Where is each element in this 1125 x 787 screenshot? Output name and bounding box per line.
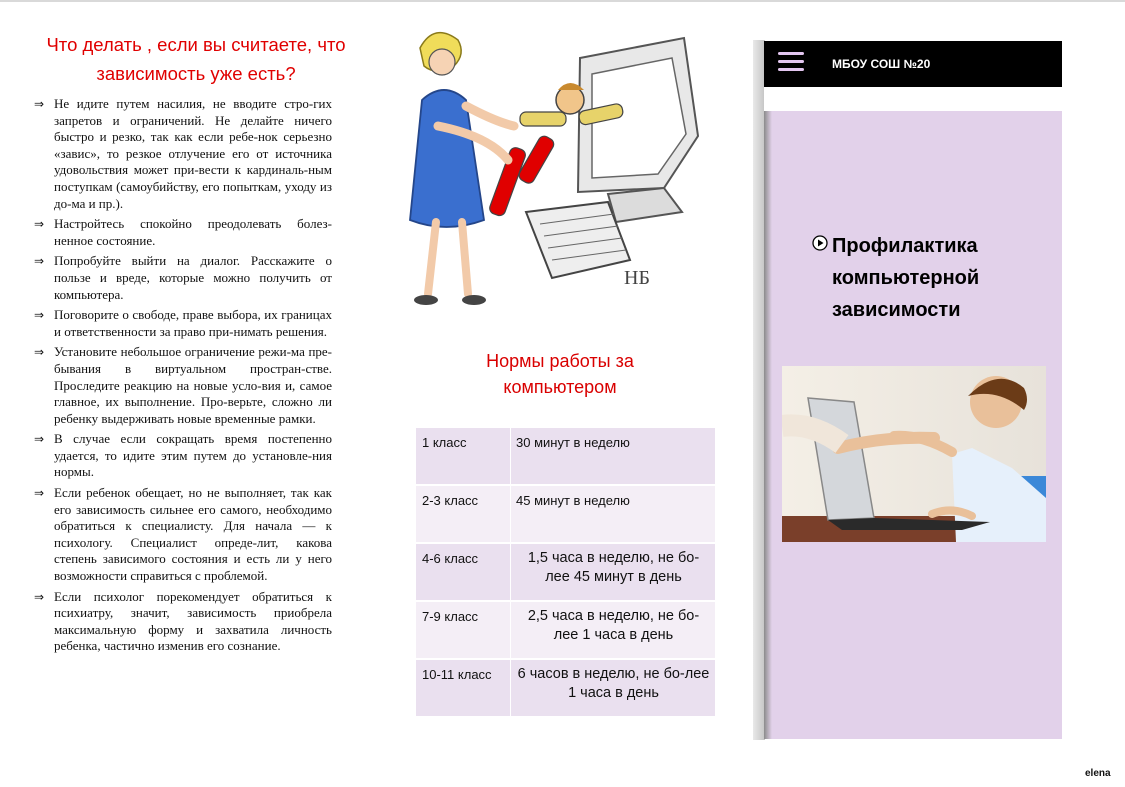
- school-name: МБОУ СОШ №20: [832, 57, 931, 71]
- arrow-icon: ⇒: [34, 345, 45, 360]
- list-item: [34, 485, 332, 585]
- arrow-icon: ⇒: [34, 254, 45, 269]
- norm-cell: 2,5 часа в неделю, не бо-лее 1 часа в день: [511, 602, 716, 660]
- list-item: [34, 344, 332, 427]
- arrow-icon: ⇒: [34, 308, 45, 323]
- menu-icon[interactable]: [778, 52, 804, 74]
- header-gap: [764, 87, 1062, 111]
- norms-title: Нормы работы за компьютером: [486, 351, 634, 397]
- mother-child-computer-illustration: [402, 16, 700, 312]
- norms-table: [416, 428, 716, 718]
- list-item: [34, 431, 332, 481]
- list-item-text: Не идите путем насилия, не вводите стро-гих запретов и ограничений. Не делайте ничего быстро и резко, так как если ребе-нок серьезно «завис», то резкое отлучение его от источника удовольствия может при-вести к кардиналь-ным поступкам (самоубийству, его попыткам, уходу из до-ма и пр.).: [54, 96, 332, 211]
- arrow-icon: ⇒: [34, 217, 45, 232]
- norm-cell: 6 часов в неделю, не бо-лее 1 часа в день: [511, 660, 716, 718]
- list-item: [34, 307, 332, 340]
- svg-text:НБ: НБ: [624, 267, 650, 289]
- watermark: elena: [1085, 768, 1111, 779]
- header-bar: [764, 41, 1062, 87]
- play-bullet-icon: [812, 235, 828, 251]
- list-item-text: Если психолог порекомендует обратиться к психиатру, значит, зависимость приобрела максимальную форму и захватила личность ребенка, частично изменив его сознание.: [54, 588, 332, 654]
- cover-panel-shadow: [764, 111, 772, 739]
- table-row: [416, 486, 716, 544]
- arrow-icon: ⇒: [34, 589, 45, 604]
- list-item-text: Поговорите о свободе, праве выбора, их границах и ответственности за право при-нимать решения.: [54, 307, 332, 339]
- cover-title: Профилактика компьютерной зависимости: [832, 235, 980, 321]
- top-border: [0, 0, 1125, 2]
- list-item-text: Настройтесь спокойно преодолевать болез-ненное состояние.: [54, 216, 332, 248]
- left-section-title: Что делать , если вы считаете, что зависимость уже есть?: [46, 34, 346, 84]
- table-row: [416, 544, 716, 602]
- arrow-icon: ⇒: [34, 97, 45, 111]
- list-item-text: Попробуйте выйти на диалог. Расскажите о пользе и вреде, которые можно получить от компьютера.: [54, 253, 332, 302]
- table-row: [416, 428, 716, 486]
- grade-cell: 1 класс: [416, 428, 511, 486]
- list-item-text: Установите небольшое ограничение режи-ма пре-бывания в виртуальном простран-стве. Проследите реакцию на новые усло-вия и, самое главное, их выполнение. Про-верьте, сложно ли ребенку выдерживать новые временные рамки.: [54, 344, 332, 426]
- list-item: [34, 216, 332, 249]
- table-row: [416, 602, 716, 660]
- arrow-icon: ⇒: [34, 486, 45, 501]
- table-row: [416, 660, 716, 718]
- grade-cell: 10-11 класс: [416, 660, 511, 718]
- norm-cell: 1,5 часа в неделю, не бо-лее 45 минут в день: [511, 544, 716, 602]
- grade-cell: 4-6 класс: [416, 544, 511, 602]
- grade-cell: 2-3 класс: [416, 486, 511, 544]
- advice-list: [34, 96, 332, 659]
- norm-cell: 30 минут в неделю: [511, 428, 716, 486]
- list-item: [34, 96, 332, 212]
- list-item-text: Если ребенок обещает, но не выполняет, так как его зависимость сильнее его самого, необходимо обратиться к специалисту. Для начала — к психологу. Специалист опреде-лит, какова степень зависимого состояния и есть ли у него возможности справиться с проблемой.: [54, 485, 332, 584]
- child-laptop-photo: [782, 366, 1046, 542]
- list-item: [34, 589, 332, 655]
- list-item-text: В случае если сокращать время постепенно удается, то идите этим путем до установле-ния нормы.: [54, 431, 332, 480]
- norm-cell: 45 минут в неделю: [511, 486, 716, 544]
- grade-cell: 7-9 класс: [416, 602, 511, 660]
- arrow-icon: ⇒: [34, 432, 45, 447]
- list-item: [34, 253, 332, 303]
